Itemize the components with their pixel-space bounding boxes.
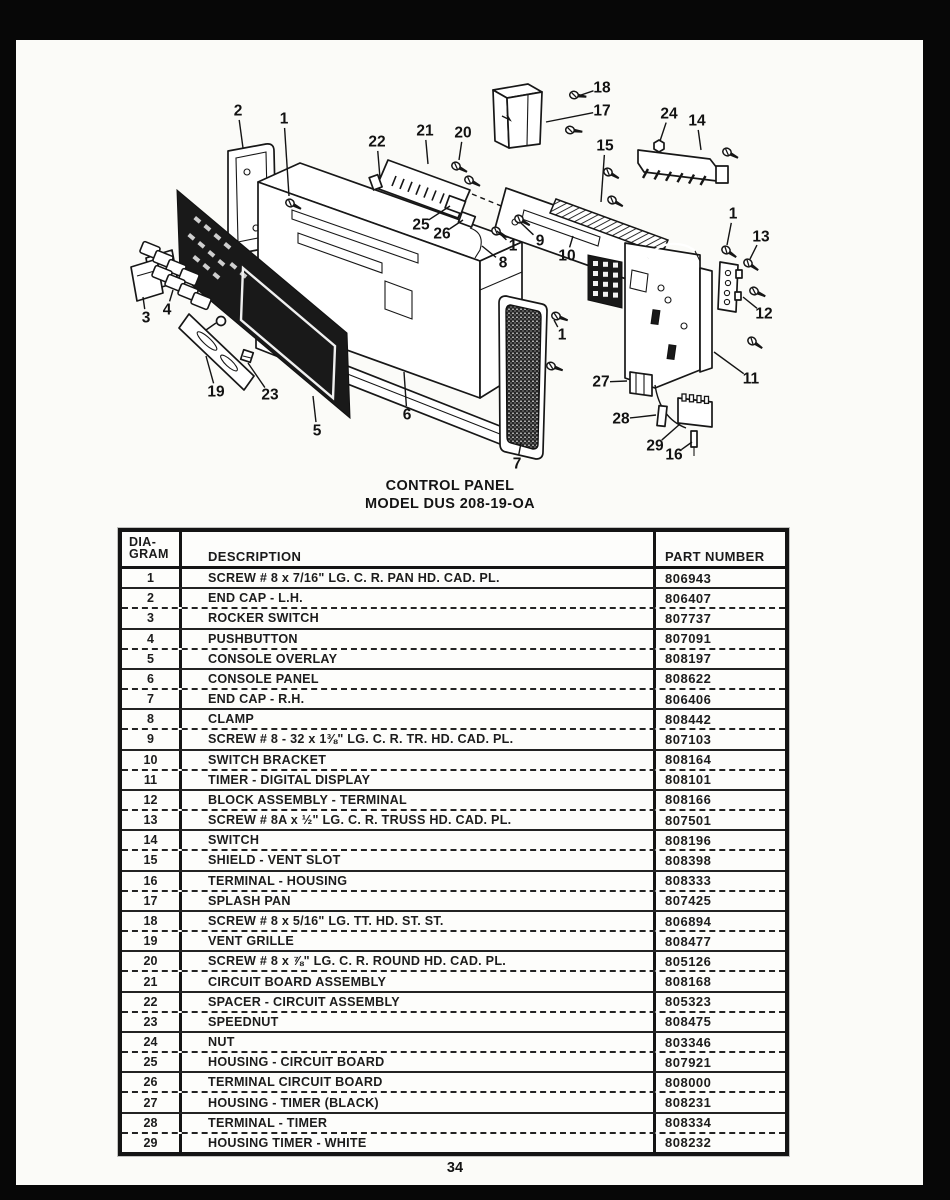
diagram-callout xyxy=(142,297,151,327)
diagram-number: 11 xyxy=(122,771,182,789)
parts-table xyxy=(118,528,789,1156)
svg-text:20: 20 xyxy=(454,124,472,142)
part-number: 808166 xyxy=(665,792,712,808)
svg-text:1: 1 xyxy=(508,237,518,255)
diagram-callout xyxy=(454,125,471,161)
svg-text:3: 3 xyxy=(141,309,151,327)
part-number: 806407 xyxy=(665,590,712,606)
svg-text:22: 22 xyxy=(368,133,386,151)
screw-icon xyxy=(602,167,620,182)
part-description: PUSHBUTTON xyxy=(182,630,656,648)
screw-icon xyxy=(721,147,739,161)
part-number: 808477 xyxy=(665,933,712,949)
page-number: 34 xyxy=(446,1160,464,1176)
svg-text:24: 24 xyxy=(660,105,678,123)
figure-title: CONTROL PANEL xyxy=(385,478,515,494)
part-number: 807425 xyxy=(665,893,712,909)
table-row xyxy=(122,872,785,892)
svg-text:5: 5 xyxy=(312,422,322,440)
diagram-number: 15 xyxy=(122,851,182,869)
diagram-callout xyxy=(612,411,656,428)
table-row xyxy=(122,993,785,1013)
svg-text:1: 1 xyxy=(557,326,567,344)
part-number: 808334 xyxy=(665,1115,712,1131)
part-switch xyxy=(638,140,728,185)
part-number: 808164 xyxy=(665,752,712,768)
table-row xyxy=(122,932,785,952)
diagram-number: 4 xyxy=(122,630,182,648)
manual-page xyxy=(16,40,923,1185)
part-number: 808168 xyxy=(665,974,712,990)
svg-text:19: 19 xyxy=(207,383,225,401)
diagram-callout xyxy=(714,352,760,388)
part-number: 806943 xyxy=(665,570,712,586)
table-row xyxy=(122,751,785,771)
part-description: SPACER - CIRCUIT ASSEMBLY xyxy=(182,993,656,1011)
part-end-cap-rh xyxy=(499,296,547,459)
svg-text:10: 10 xyxy=(558,247,576,265)
table-row xyxy=(122,710,785,730)
diagram-number: 24 xyxy=(122,1033,182,1051)
exploded-parts-diagram xyxy=(16,70,923,520)
parts-table-body xyxy=(122,569,785,1152)
part-description: SWITCH BRACKET xyxy=(182,751,656,769)
part-description: SWITCH xyxy=(182,831,656,849)
screw-icon xyxy=(749,286,767,300)
screw-icon xyxy=(565,126,583,136)
svg-text:7: 7 xyxy=(512,455,522,473)
part-description: VENT GRILLE xyxy=(182,932,656,950)
part-number: 808398 xyxy=(665,852,712,868)
part-number: 807737 xyxy=(665,610,712,626)
table-row xyxy=(122,630,785,650)
part-description: SCREW # 8A x ½" LG. C. R. TRUSS HD. CAD. PL. xyxy=(182,811,656,829)
diagram-number: 7 xyxy=(122,690,182,708)
diagram-number: 25 xyxy=(122,1053,182,1071)
diagram-number: 28 xyxy=(122,1114,182,1132)
svg-text:16: 16 xyxy=(665,446,683,464)
table-row xyxy=(122,1114,785,1134)
diagram-number: 13 xyxy=(122,811,182,829)
part-number: 807501 xyxy=(665,812,712,828)
svg-text:12: 12 xyxy=(755,305,773,323)
screw-icon xyxy=(746,336,764,352)
svg-text:9: 9 xyxy=(535,232,545,250)
svg-text:6: 6 xyxy=(402,406,412,424)
diagram-number: 21 xyxy=(122,972,182,990)
part-description: CLAMP xyxy=(182,710,656,728)
diagram-number: 22 xyxy=(122,993,182,1011)
diagram-number: 10 xyxy=(122,751,182,769)
diagram-number: 29 xyxy=(122,1134,182,1152)
part-number: 808232 xyxy=(665,1135,712,1151)
svg-text:11: 11 xyxy=(742,370,760,388)
part-description: BLOCK ASSEMBLY - TERMINAL xyxy=(182,791,656,809)
table-row xyxy=(122,771,785,791)
part-description: SCREW # 8 x 7/16" LG. C. R. PAN HD. CAD. PL. xyxy=(182,569,656,587)
diagram-callout xyxy=(660,106,678,142)
part-description: SPLASH PAN xyxy=(182,892,656,910)
part-number: 808197 xyxy=(665,651,712,667)
table-row xyxy=(122,1093,785,1113)
part-number: 805323 xyxy=(665,994,712,1010)
diagram-callout xyxy=(416,123,434,165)
diagram-number: 26 xyxy=(122,1073,182,1091)
table-row xyxy=(122,831,785,851)
screw-icon xyxy=(551,311,569,324)
part-number: 808000 xyxy=(665,1074,712,1090)
diagram-number: 27 xyxy=(122,1093,182,1111)
svg-text:21: 21 xyxy=(416,122,434,140)
table-row xyxy=(122,1134,785,1152)
svg-text:2: 2 xyxy=(233,102,243,120)
diagram-number: 14 xyxy=(122,831,182,849)
diagram-number: 9 xyxy=(122,730,182,748)
table-row xyxy=(122,811,785,831)
part-description: SPEEDNUT xyxy=(182,1013,656,1031)
diagram-callout xyxy=(546,103,611,123)
svg-text:25: 25 xyxy=(412,216,430,234)
part-number: 807921 xyxy=(665,1054,712,1070)
svg-text:23: 23 xyxy=(261,386,279,404)
part-description: SHIELD - VENT SLOT xyxy=(182,851,656,869)
diagram-number: 2 xyxy=(122,589,182,607)
part-number: 808101 xyxy=(665,772,712,788)
header-diagram: DIA- GRAM xyxy=(122,532,182,566)
svg-text:1: 1 xyxy=(279,110,289,128)
diagram-callout xyxy=(554,320,567,344)
diagram-callout xyxy=(581,80,611,97)
diagram-number: 8 xyxy=(122,710,182,728)
svg-text:17: 17 xyxy=(593,102,611,120)
diagram-number: 5 xyxy=(122,650,182,668)
diagram-number: 23 xyxy=(122,1013,182,1031)
svg-text:1: 1 xyxy=(728,205,738,223)
diagram-number: 12 xyxy=(122,791,182,809)
diagram-number: 20 xyxy=(122,952,182,970)
svg-text:26: 26 xyxy=(433,225,451,243)
screw-icon xyxy=(450,161,468,175)
header-description: DESCRIPTION xyxy=(182,532,656,566)
part-number: 806406 xyxy=(665,691,712,707)
diagram-number: 3 xyxy=(122,609,182,627)
diagram-number: 19 xyxy=(122,932,182,950)
figure-model: MODEL DUS 208-19-OA xyxy=(364,495,536,512)
svg-text:14: 14 xyxy=(688,112,706,130)
part-number: 806894 xyxy=(665,913,712,929)
part-description: TIMER - DIGITAL DISPLAY xyxy=(182,771,656,789)
svg-text:27: 27 xyxy=(592,373,610,391)
screw-icon xyxy=(742,258,760,274)
part-number: 808333 xyxy=(665,873,712,889)
diagram-callout xyxy=(727,206,738,246)
part-timer-housings xyxy=(630,372,712,456)
part-description: TERMINAL - HOUSING xyxy=(182,872,656,890)
part-description: NUT xyxy=(182,1033,656,1051)
part-description: HOUSING TIMER - WHITE xyxy=(182,1134,656,1152)
svg-text:8: 8 xyxy=(498,254,508,272)
svg-text:4: 4 xyxy=(162,301,172,319)
svg-text:29: 29 xyxy=(646,437,664,455)
screw-icon xyxy=(569,91,587,101)
part-description: CONSOLE OVERLAY xyxy=(182,650,656,668)
part-number: 808196 xyxy=(665,832,712,848)
part-description: SCREW # 8 x 5/16" LG. TT. HD. ST. ST. xyxy=(182,912,656,930)
part-description: END CAP - R.H. xyxy=(182,690,656,708)
part-number: 808475 xyxy=(665,1014,712,1030)
part-description: SCREW # 8 - 32 x 1⅜" LG. C. R. TR. HD. CAD. PL. xyxy=(182,730,656,748)
table-row xyxy=(122,952,785,972)
part-number: 805126 xyxy=(665,953,712,969)
table-row xyxy=(122,1053,785,1073)
table-row xyxy=(122,589,785,609)
part-number: 807091 xyxy=(665,631,712,647)
part-description: CONSOLE PANEL xyxy=(182,670,656,688)
part-description: CIRCUIT BOARD ASSEMBLY xyxy=(182,972,656,990)
table-row xyxy=(122,1033,785,1053)
part-description: TERMINAL CIRCUIT BOARD xyxy=(182,1073,656,1091)
part-description: SCREW # 8 x ⅞" LG. C. R. ROUND HD. CAD. PL. xyxy=(182,952,656,970)
diagram-callout xyxy=(313,396,322,440)
part-description: END CAP - L.H. xyxy=(182,589,656,607)
diagram-callout xyxy=(248,363,279,404)
diagram-callout xyxy=(750,229,770,260)
table-row xyxy=(122,569,785,589)
part-description: TERMINAL - TIMER xyxy=(182,1114,656,1132)
diagram-callout xyxy=(665,442,692,464)
table-row xyxy=(122,972,785,992)
diagram-number: 16 xyxy=(122,872,182,890)
table-row xyxy=(122,690,785,710)
table-row xyxy=(122,730,785,750)
screw-icon xyxy=(546,361,564,374)
screw-icon xyxy=(606,195,624,210)
table-row xyxy=(122,609,785,629)
diagram-number: 1 xyxy=(122,569,182,587)
svg-text:15: 15 xyxy=(596,137,614,155)
table-row xyxy=(122,650,785,670)
figure-title-block xyxy=(16,478,884,513)
screw-icon xyxy=(463,175,481,189)
table-row xyxy=(122,892,785,912)
part-description: HOUSING - CIRCUIT BOARD xyxy=(182,1053,656,1071)
table-row xyxy=(122,912,785,932)
diagram-callout xyxy=(688,113,706,151)
diagram-number: 6 xyxy=(122,670,182,688)
screw-icon xyxy=(720,245,738,261)
diagram-number: 17 xyxy=(122,892,182,910)
part-number: 807103 xyxy=(665,731,712,747)
diagram-number: 18 xyxy=(122,912,182,930)
part-description: ROCKER SWITCH xyxy=(182,609,656,627)
table-row xyxy=(122,670,785,690)
part-description: HOUSING - TIMER (BLACK) xyxy=(182,1093,656,1111)
table-row xyxy=(122,791,785,811)
table-row xyxy=(122,1013,785,1033)
parts-table-header xyxy=(122,532,785,569)
part-number: 803346 xyxy=(665,1034,712,1050)
diagram-callout xyxy=(234,103,243,149)
svg-text:13: 13 xyxy=(752,228,770,246)
part-number: 808442 xyxy=(665,711,712,727)
header-part-number: PART NUMBER xyxy=(665,549,765,564)
diagram-callout xyxy=(163,290,173,319)
svg-text:18: 18 xyxy=(593,79,611,97)
table-row xyxy=(122,851,785,871)
part-number: 808622 xyxy=(665,671,712,687)
diagram-callout xyxy=(743,297,773,323)
table-row xyxy=(122,1073,785,1093)
part-number: 808231 xyxy=(665,1095,712,1111)
svg-text:28: 28 xyxy=(612,410,630,428)
diagram-callout xyxy=(592,374,627,391)
part-terminal-block xyxy=(718,262,742,312)
part-splash-pan xyxy=(493,84,542,148)
